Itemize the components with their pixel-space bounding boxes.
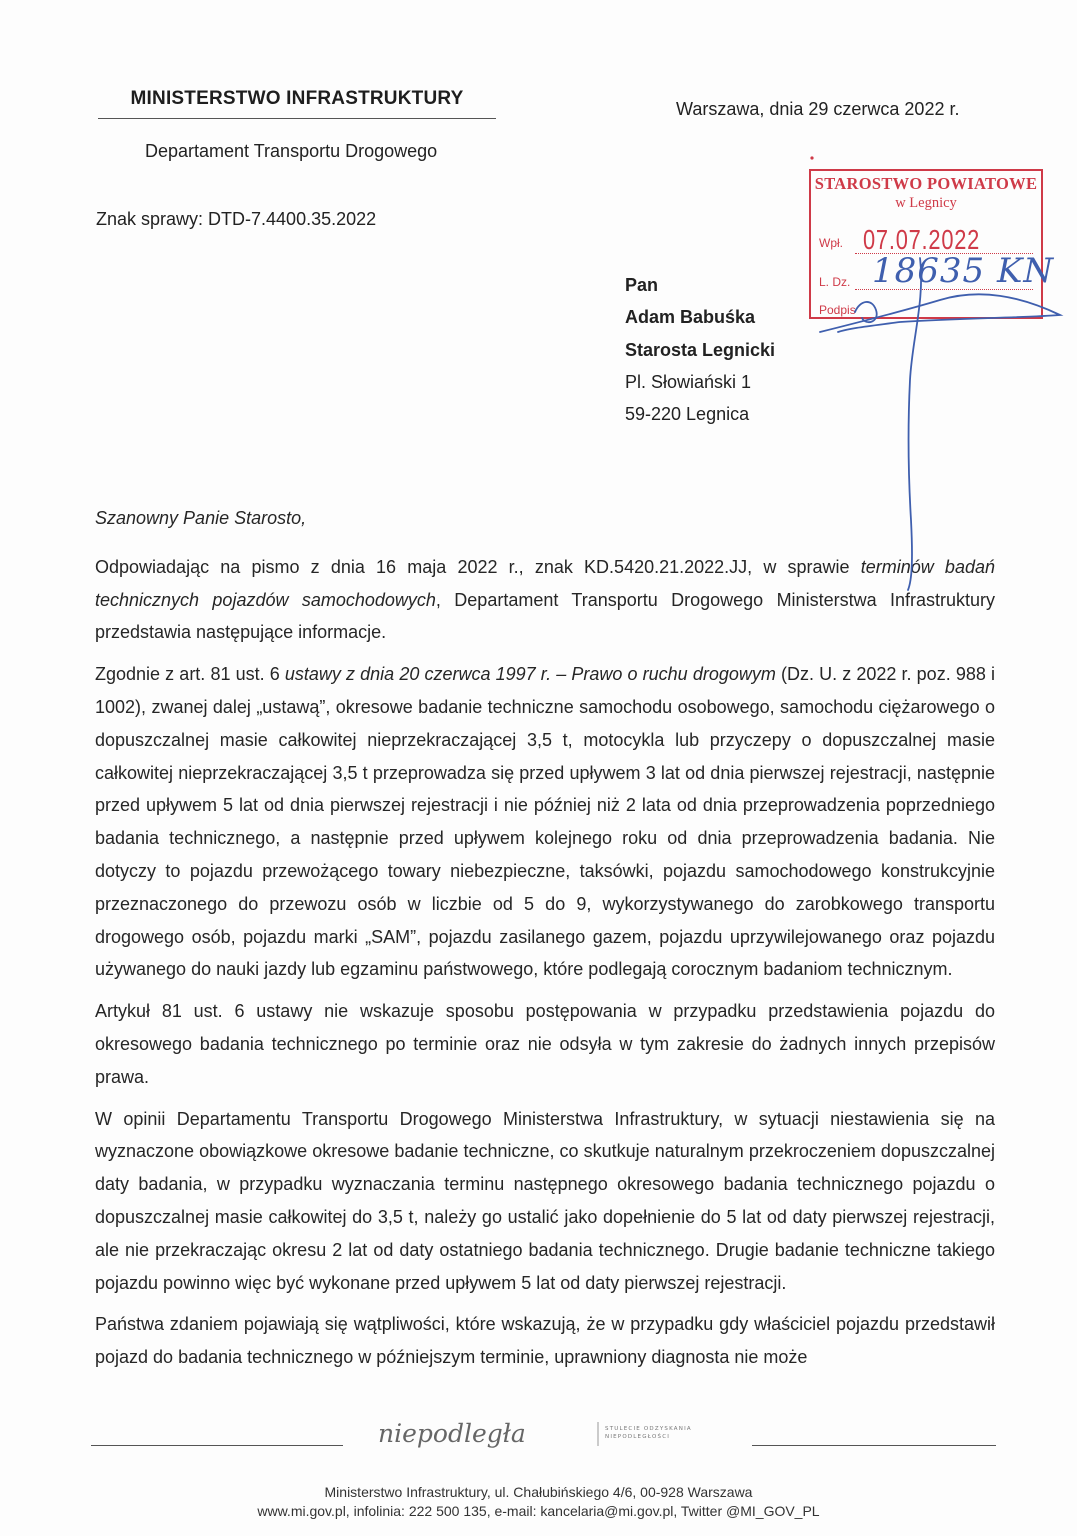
registry-stamp bbox=[809, 169, 1043, 319]
p1-text-a: Odpowiadając na pismo z dnia 16 maja 2022 r., znak KD.5420.21.2022.JJ, w sprawie bbox=[95, 556, 861, 577]
p2-text-b: (Dz. U. z 2022 r. poz. 988 i 1002), zwanej dalej „ustawą”, okresowe badanie techniczne samochodu osobowego, samochodu ciężarowego o dopuszczalnej masie całkowitej nieprzekraczającej 3,5 t, motocykla lub przyczepy o dopuszczalnej masie całkowitej nieprzekraczającej 3,5 t przeprowadza się przed upływem 3 lat od dnia pierwszej rejestracji, następnie przed upływem 5 lat od dnia pierwszej rejestracji i nie później niż 2 lata od dnia przeprowadzenia poprzedniego badania technicznego, a następnie przed upływem kolejnego roku od dnia przeprowadzenia badania. Nie dotyczy to pojazdu przewożącego towary niebezpieczne, taksówki, pojazdu samochodowego konstrukcyjnie przeznaczonego do przewozu osób w liczbie od 5 do 9, wykorzystywanego do zarobkowego transportu drogowego osób, pojazdu marki „SAM”, pojazdu zasilanego gazem, pojazdu uprzywilejowanego oraz pojazdu używanego do nauki jazdy lub egzaminu państwowego, które podlegają corocznym badaniom technicznym. bbox=[95, 664, 995, 980]
letter-body bbox=[95, 502, 995, 1374]
paragraph-2 bbox=[95, 658, 995, 986]
footer-address: Ministerstwo Infrastruktury, ul. Chałubińskiego 4/6, 00-928 Warszawa bbox=[324, 1484, 753, 1500]
stamp-received-label: Wpł. bbox=[819, 236, 843, 250]
recipient-street: Pl. Słowiański 1 bbox=[625, 371, 752, 392]
stamp-dotted-line bbox=[855, 289, 1033, 290]
stamp-dotted-line bbox=[855, 253, 1033, 254]
recipient-name: Adam Babuśka bbox=[625, 307, 756, 328]
recipient-address bbox=[625, 269, 775, 430]
department-name: Departament Transportu Drogowego bbox=[145, 141, 438, 161]
recipient-city: 59-220 Legnica bbox=[625, 404, 750, 425]
footer-rule-left bbox=[91, 1445, 343, 1446]
stamp-number-label: L. Dz. bbox=[819, 275, 851, 289]
independence-centenary-logo bbox=[378, 1416, 723, 1450]
p2-italic-act: ustawy z dnia 20 czerwca 1997 r. – Prawo o ruchu drogowym bbox=[284, 664, 776, 685]
place-and-date: Warszawa, dnia 29 czerwca 2022 r. bbox=[676, 99, 960, 119]
p1-text-b: , Departament Transportu Drogowego Ministerstwa Infrastruktury przedstawia następujące informacje. bbox=[95, 589, 995, 643]
logo-caption-2: NIEPODLEGŁOŚCI bbox=[605, 1434, 671, 1440]
logo-script: niepodległa bbox=[378, 1419, 526, 1448]
footer-rule-right bbox=[752, 1445, 996, 1446]
recipient-salutation: Pan bbox=[625, 275, 659, 295]
logo-caption-1: STULECIE ODZYSKANIA bbox=[605, 1426, 692, 1432]
recipient-position: Starosta Legnicki bbox=[625, 339, 776, 360]
p1-italic-subject: terminów badań technicznych pojazdów samochodowych bbox=[95, 556, 995, 610]
paragraph-4: W opinii Departamentu Transportu Drogowego Ministerstwa Infrastruktury, w sytuacji niestawienia się na wyznaczone obowiązkowe okresowe badanie techniczne, co skutkuje naturalnym przekroczeniem dopuszczalnej daty badania, w przypadku wyznaczania terminu następnego okresowego badania technicznego pojazdu o dopuszczalnej masie całkowitej do 3,5 t, należy go ustalić jako dopełnienie do 5 lat od daty pierwszej rejestracji, ale nie przekraczając okresu 2 lat od daty ostatniego badania technicznego. Drugie badanie techniczne takiego pojazdu powinno więc być wykonane przed upływem 5 lat od daty pierwszej rejestracji. bbox=[95, 1108, 995, 1293]
paragraph-5: Państwa zdaniem pojawiają się wątpliwości, które wskazują, że w przypadku gdy właściciel pojazdu przedstawił pojazd do badania technicznego w późniejszym terminie, uprawniony diagnosta nie może bbox=[95, 1314, 995, 1368]
paragraph-3: Artykuł 81 ust. 6 ustawy nie wskazuje sposobu postępowania w przypadku przedstawienia pojazdu do okresowego badania technicznego po terminie oraz nie odsyła w tym zakresie do żadnych innych przepisów prawa. bbox=[95, 1001, 995, 1087]
stamp-received-date: 07.07.2022 bbox=[863, 224, 981, 255]
handwritten-number: 18635 KN bbox=[872, 251, 1055, 291]
ministry-name: MINISTERSTWO INFRASTRUKTURY bbox=[98, 88, 496, 119]
footer-contact: www.mi.gov.pl, infolinia: 222 500 135, e-mail: kancelaria@mi.gov.pl, Twitter @MI_GOV_PL bbox=[257, 1503, 820, 1519]
p2-text-a: Zgodnie z art. 81 ust. 6 bbox=[95, 664, 285, 685]
stamp-title: STAROSTWO POWIATOWE bbox=[814, 174, 1038, 193]
case-number: Znak sprawy: DTD-7.4400.35.2022 bbox=[96, 209, 377, 229]
letter-greeting: Szanowny Panie Starosto, bbox=[95, 508, 307, 528]
stamp-signature-label: Podpis bbox=[819, 303, 856, 317]
stamp-subtitle: w Legnicy bbox=[895, 195, 957, 211]
paragraph-1 bbox=[95, 551, 995, 649]
